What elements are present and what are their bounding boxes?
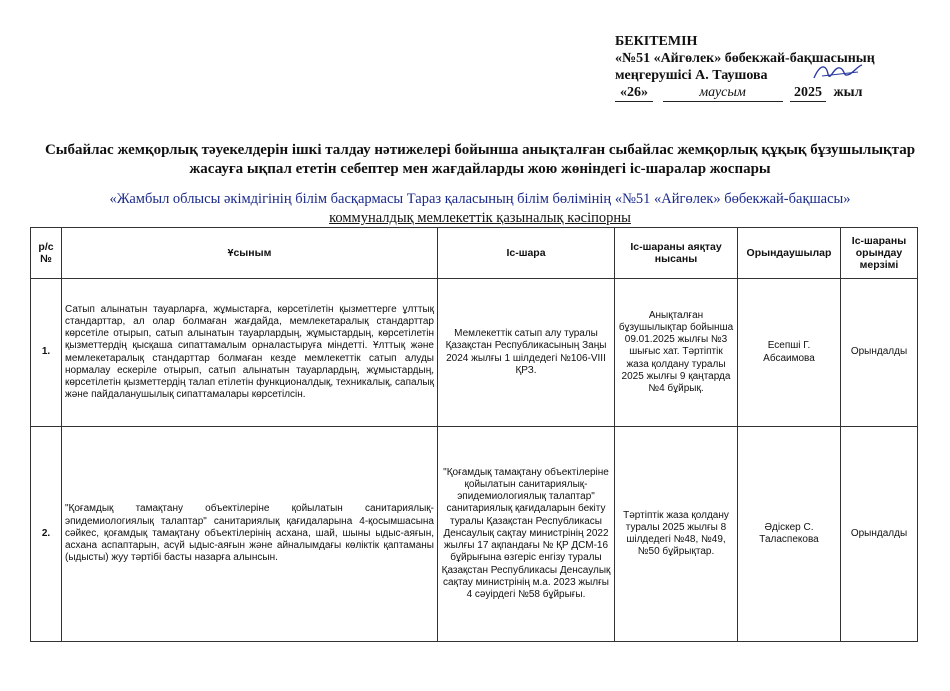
approval-month: маусым [663,84,783,102]
row-deadline: Орындалды [841,427,918,642]
row-action: Мемлекеттік сатып алу туралы Қазақстан Республикасының Заңы 2024 жылғы 1 шілдедегі №106-VIII ҚРЗ. [438,279,615,427]
table-row [31,279,918,427]
approval-org: «№51 «Айгөлек» бөбекжай-бақшасының [615,51,875,66]
row-recommendation: "Қоғамдық тамақтану объектілеріне қойылатын санитариялық-эпидемиологиялық талаптар" санитариялық қағидаларына 4-қосымшасына сәйкес, қоғамдық тамақтану объектілерінің асхана, шай, шыны ыдыс-аяғын, асхана аспаптарын, асүй ыдыс-аяғын және айналымдағы көліктік қаптаманы (ыдысты) жуу тәртібі басты назарға алынсын. [62,427,438,642]
approval-day: «26» [615,84,653,102]
row-num: 2. [31,427,62,642]
header-completion-form: Іс-шараны аяқтау нысаны [615,228,738,279]
subtitle-line-2: коммуналдық мемлекеттік қазыналық кәсіпорны [329,210,631,226]
approval-heading: БЕКІТЕМІН [615,34,698,49]
approval-date [615,84,945,102]
row-recommendation: Сатып алынатын тауарларға, жұмыстарға, көрсетілетін қызметтерге ұлттық стандарттар, ал олар болмаған жағдайда, мемлекетаралық стандарттар көрсетіле отырып, сатып алынатын тауарлардың, жұмыстардың, көрсетілетін қызметтердің қысқаша сипаттамалым орналастыруға міндетті. Ұлттық және мемлекетаралық стандарттар болмаған кезде мемлекеттік сатып алуды нормалау ескеріле отырып, сатып алынатын тауарлардың, жұмыстардың, көрсетілетін қызметтердің талап етілетін функционалдық, техникалық, сапалық және пайдаланушылық сипаттамалары көрсетілсін. [62,279,438,427]
row-completion-form: Тәртіптік жаза қолдану туралы 2025 жылғы 8 шілдедегі №48, №49, №50 бұйрықтар. [615,427,738,642]
action-plan-table [30,227,918,642]
table-header-row [31,228,918,279]
document-title: Сыбайлас жемқорлық тәуекелдерін ішкі талдау нәтижелері бойынша анықталған сыбайлас жемқорлық құқық бұзушылықтар жасауға ықпал ететін себептер мен жағдайларды жою жөніндегі іс-шаралар жоспары [44,142,916,177]
header-deadline: Іс-шараны орындау мерзімі [841,228,918,279]
approval-block [615,33,945,102]
row-executors: Әдіскер С. Таласпекова [738,427,841,642]
header-recommendation: Ұсыным [62,228,438,279]
header-action: Іс-шара [438,228,615,279]
row-action: "Қоғамдық тамақтану объектілеріне қойылатын санитариялық-эпидемиологиялық талаптар" санитариялық қағидаларын бекіту туралы Қазақстан Республикасы Денсаулық сақтау министрінің 2022 жылғы 17 ақпандағы № ҚР ДСМ-16 бұйрығына өзгеріс енгізу туралы Қазақстан Республикасы Денсаулық сақтау министрінің м.а. 2023 жылғы 4 сәуірдегі №58 бұйрығы. [438,427,615,642]
header-executors: Орындаушылар [738,228,841,279]
approval-year-suffix: жыл [833,85,863,100]
row-executors: Есепші Г. Абсаимова [738,279,841,427]
signature-image [812,60,864,84]
row-num: 1. [31,279,62,427]
document-subtitle [40,190,920,228]
row-deadline: Орындалды [841,279,918,427]
approval-head-name: меңгерушісі А. Таушова [615,68,768,83]
approval-year: 2025 [790,84,826,102]
header-num: р/с № [31,228,62,279]
subtitle-line-1: «Жамбыл облысы әкімдігінің білім басқармасы Тараз қаласының білім бөлімінің «№51 «Айгөлек» бөбекжай-бақшасы» [109,191,851,207]
row-completion-form: Анықталған бұзушылықтар бойынша 09.01.2025 жылғы №3 шығыс хат. Тәртіптік жаза қолдану туралы 2025 жылғы 9 қаңтарда №4 бұйрық. [615,279,738,427]
table-row [31,427,918,642]
